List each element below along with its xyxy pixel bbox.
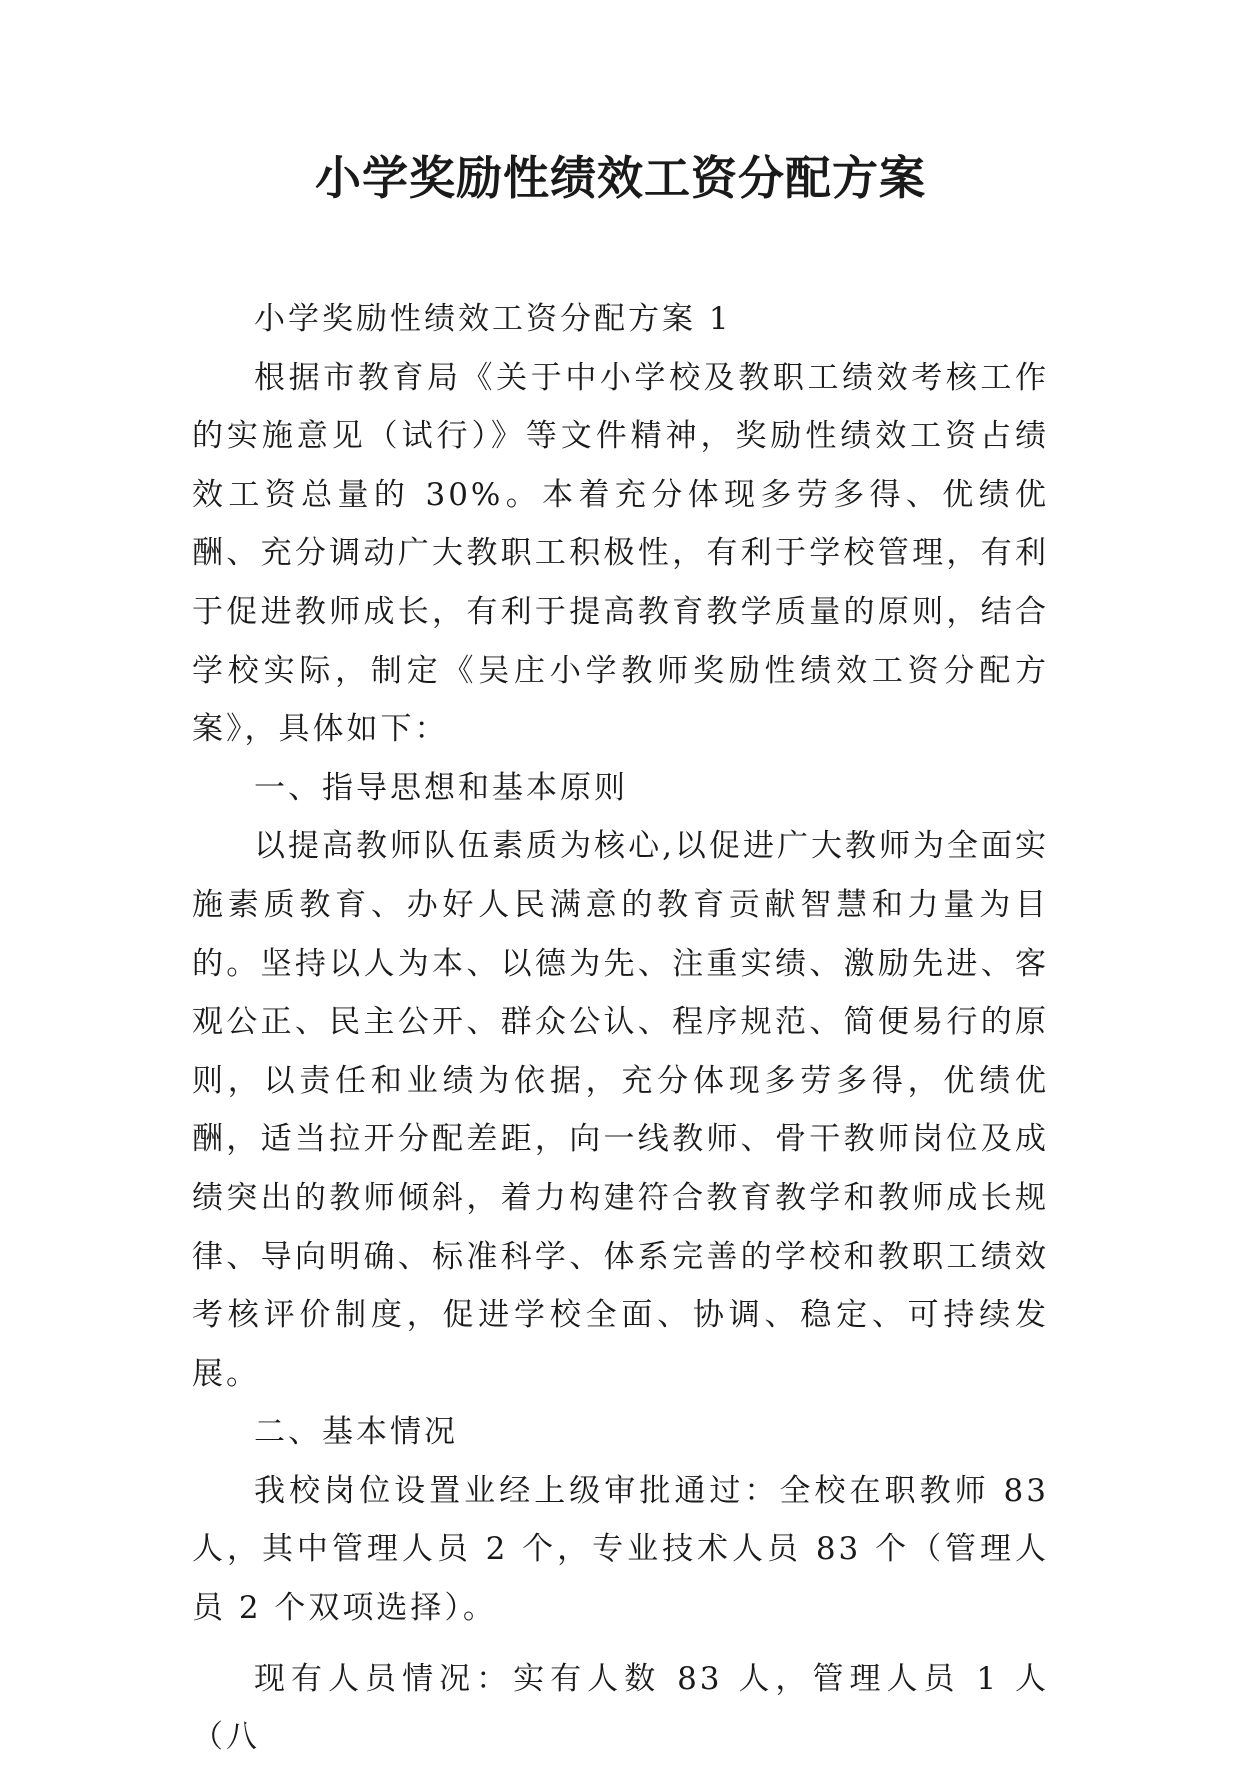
document-body <box>192 290 1049 1767</box>
document-title: 小学奖励性绩效工资分配方案 <box>315 151 926 205</box>
principles-paragraph: 以提高教师队伍素质为核心,以促进广大教师为全面实施素质教育、办好人民满意的教育贡献智慧和力量为目的。坚持以人为本、以德为先、注重实绩、激励先进、客观公正、民主公开、群众公认、程序规范、简便易行的原则，以责任和业绩为依据，充分体现多劳多得，优绩优酬，适当拉开分配差距，向一线教师、骨干教师岗位及成绩突出的教师倾斜，着力构建符合教育教学和教师成长规律、导向明确、标准科学、体系完善的学校和教职工绩效考核评价制度，促进学校全面、协调、稳定、可持续发展。 <box>192 828 1049 1392</box>
section-heading: 二、基本情况 <box>254 1414 458 1451</box>
section-heading: 一、指导思想和基本原则 <box>254 769 628 806</box>
section-heading: 小学奖励性绩效工资分配方案 1 <box>254 301 732 337</box>
intro-paragraph: 根据市教育局《关于中小学校及教职工绩效考核工作的实施意见（试行）》等文件精神，奖励性绩效工资占绩效工资总量的 30%。本着充分体现多劳多得、优绩优酬、充分调动广大教职工积极性，有利于学校管理，有利于促进教师成长，有利于提高教育教学质量的原则，结合学校实际，制定《吴庄小学教师奖励性绩效工资分配方案》，具体如下： <box>192 359 1049 748</box>
staff-paragraph: 现有人员情况：实有人数 83 人，管理人员 1 人（八 <box>192 1660 1049 1756</box>
situation-paragraph: 我校岗位设置业经上级审批通过：全校在职教师 83 人，其中管理人员 2 个，专业技术人员 83 个（管理人员 2 个双项选择）。 <box>192 1472 1049 1627</box>
